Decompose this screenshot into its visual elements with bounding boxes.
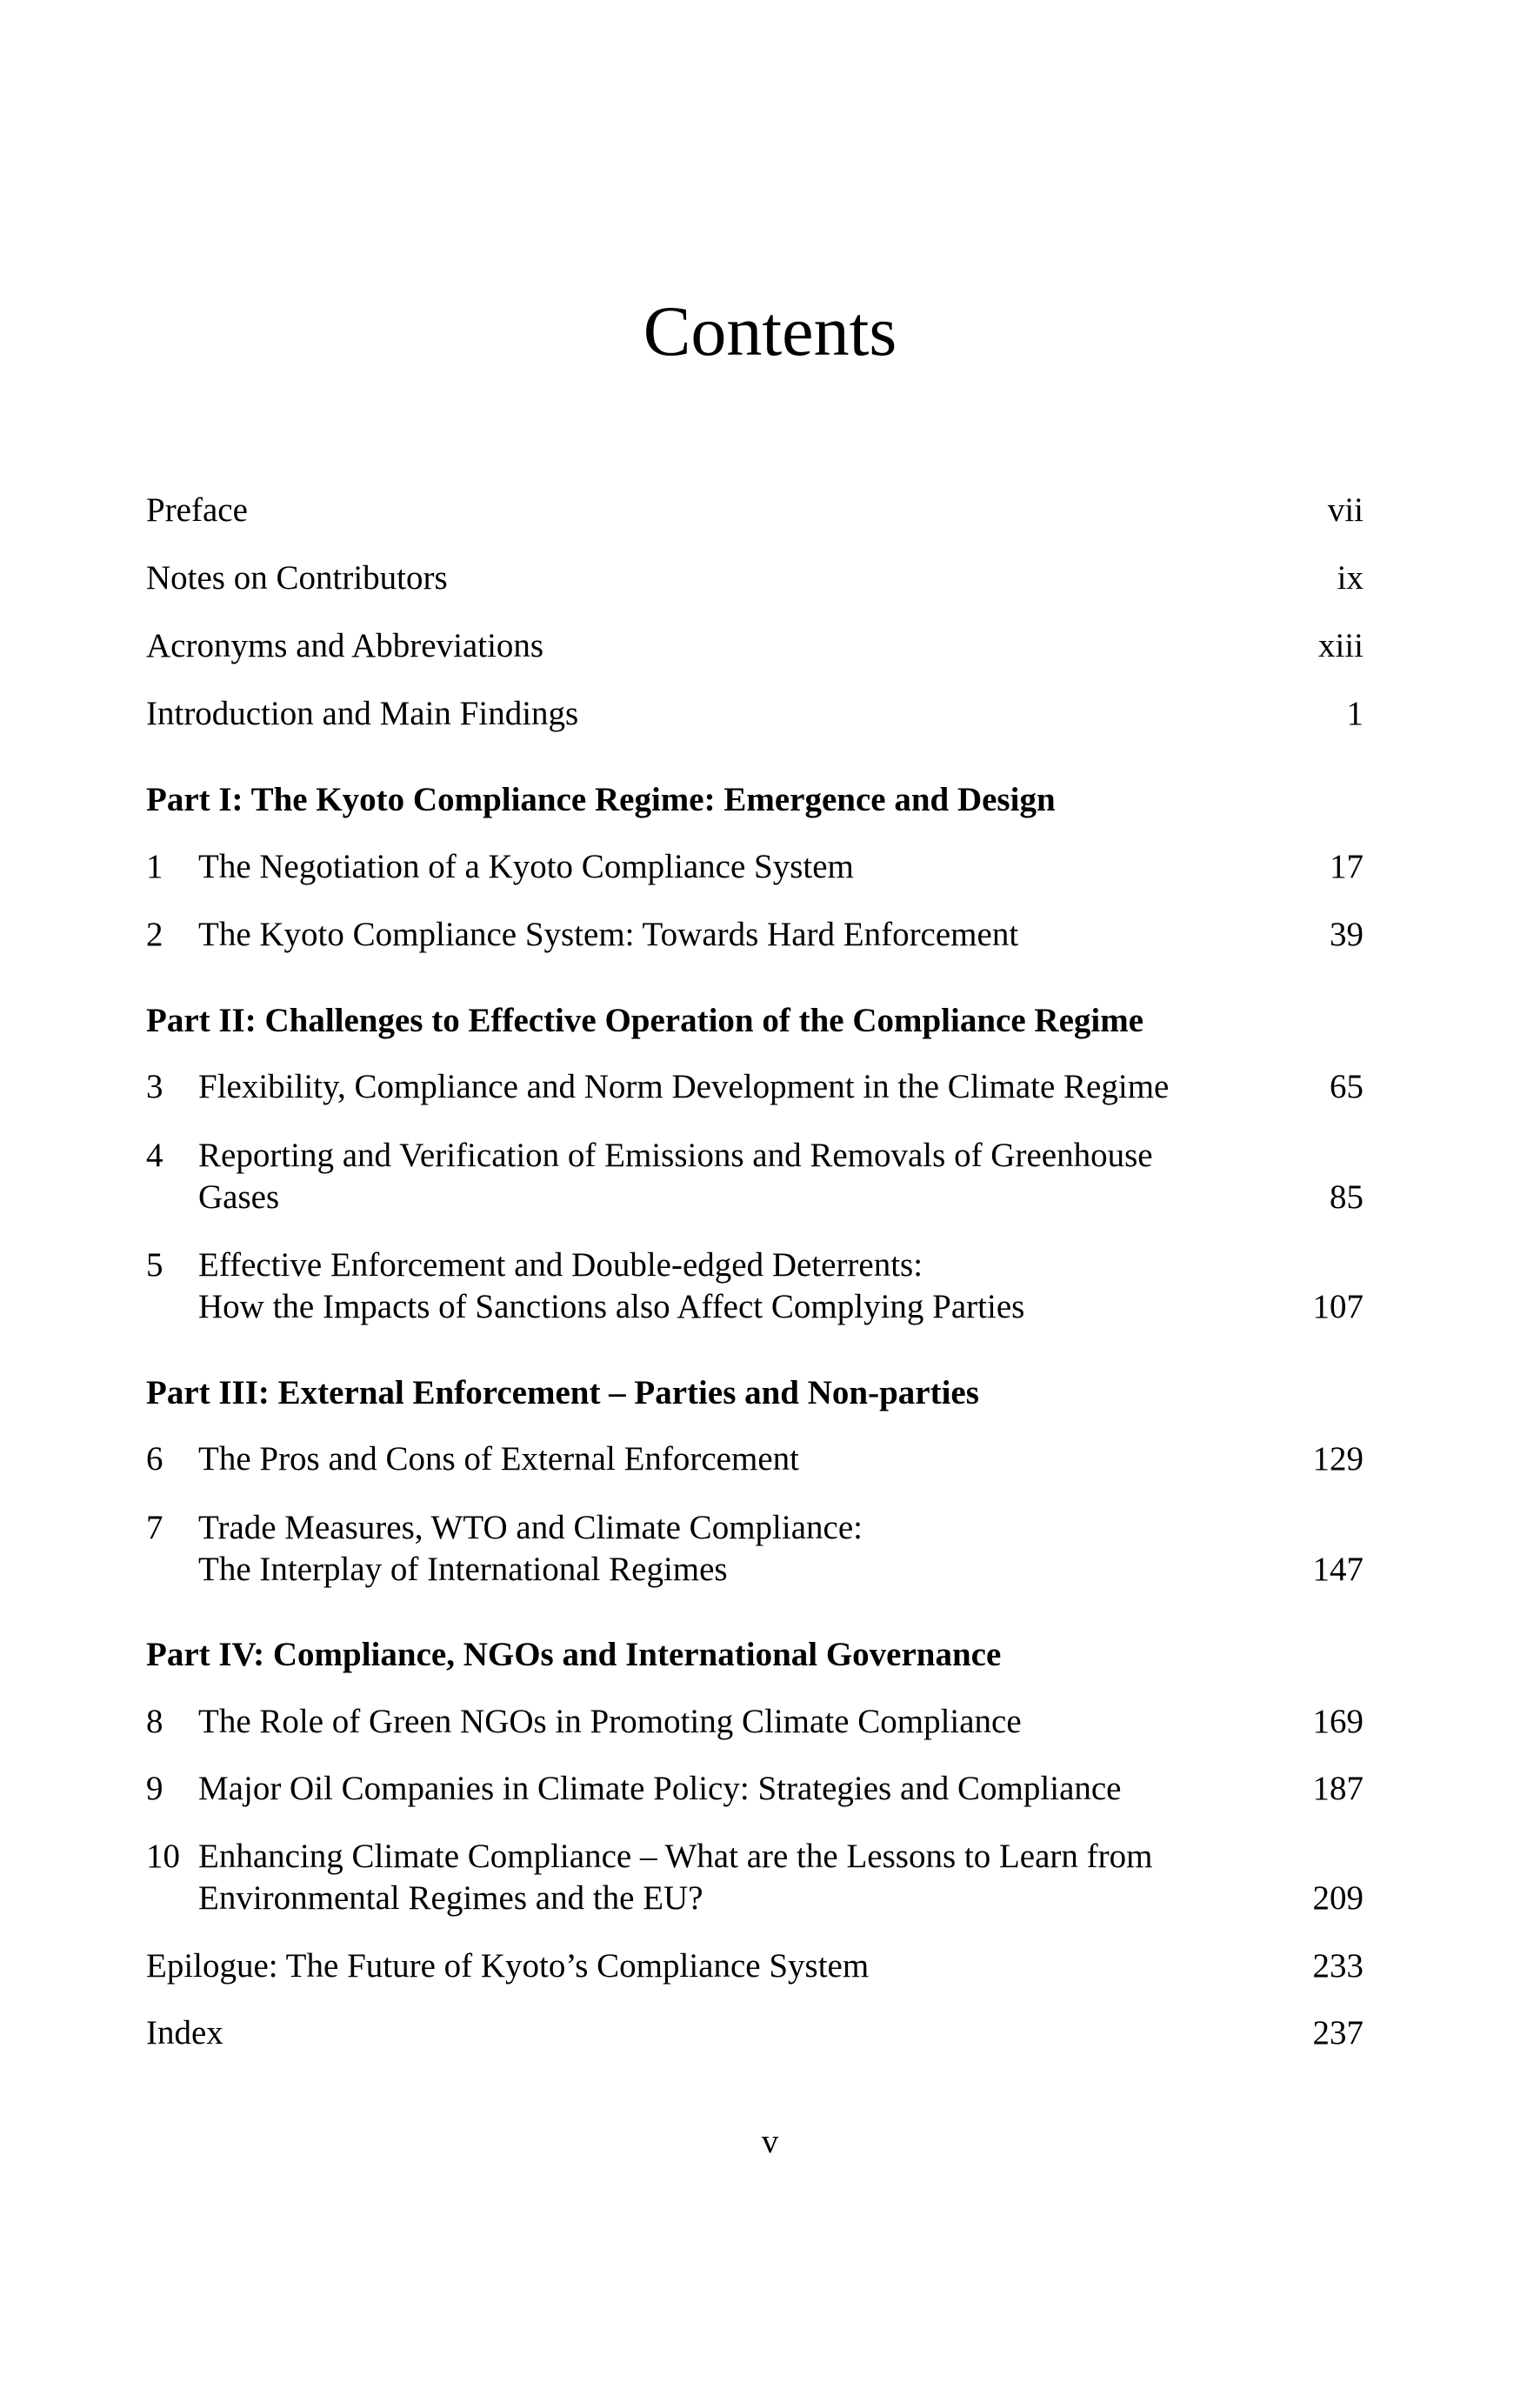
part-title: Part III: External Enforcement – Parties and Non-parties <box>146 1374 979 1411</box>
chapter-page: 209 <box>1312 1879 1363 1917</box>
chapter-page: 85 <box>1330 1178 1363 1216</box>
entry-title: Acronyms and Abbreviations <box>146 627 544 664</box>
chapter-number: 10 <box>146 1838 180 1875</box>
chapter-number: 1 <box>146 848 163 885</box>
entry-page: 233 <box>1312 1947 1363 1985</box>
entry-page: ix <box>1337 559 1363 597</box>
chapter-page: 147 <box>1312 1551 1363 1588</box>
chapter-title: The Negotiation of a Kyoto Compliance System <box>198 848 854 885</box>
chapter-title: The Kyoto Compliance System: Towards Hard Enforcement <box>198 916 1019 953</box>
chapter-title: Flexibility, Compliance and Norm Development in the Climate Regime <box>198 1068 1170 1105</box>
page-number: v <box>761 2123 779 2160</box>
chapter-number: 8 <box>146 1703 163 1740</box>
chapter-title: The Role of Green NGOs in Promoting Climate Compliance <box>198 1703 1022 1740</box>
entry-title: Index <box>146 2014 223 2052</box>
part-title: Part I: The Kyoto Compliance Regime: Emergence and Design <box>146 781 1056 818</box>
chapter-title-cont: How the Impacts of Sanctions also Affect Complying Parties <box>198 1288 1025 1325</box>
chapter-page: 107 <box>1312 1288 1363 1325</box>
entry-page: vii <box>1327 491 1363 529</box>
chapter-page: 187 <box>1312 1770 1363 1807</box>
chapter-number: 6 <box>146 1440 163 1478</box>
chapter-title: Reporting and Verification of Emissions and Removals of Greenhouse <box>198 1137 1153 1174</box>
chapter-number: 2 <box>146 916 163 953</box>
chapter-title: The Pros and Cons of External Enforcement <box>198 1440 799 1478</box>
page-title: Contents <box>643 291 897 370</box>
entry-title: Preface <box>146 491 248 529</box>
chapter-page: 39 <box>1330 916 1363 953</box>
chapter-number: 5 <box>146 1246 163 1284</box>
entry-title: Introduction and Main Findings <box>146 695 579 732</box>
chapter-title: Effective Enforcement and Double-edged Deterrents: <box>198 1246 923 1284</box>
chapter-title: Trade Measures, WTO and Climate Compliance: <box>198 1509 863 1546</box>
chapter-number: 9 <box>146 1770 163 1807</box>
chapter-page: 169 <box>1312 1703 1363 1740</box>
part-title: Part IV: Compliance, NGOs and International Governance <box>146 1636 1002 1673</box>
entry-title: Epilogue: The Future of Kyoto’s Compliance System <box>146 1947 870 1985</box>
chapter-title: Enhancing Climate Compliance – What are the Lessons to Learn from <box>198 1838 1153 1875</box>
chapter-number: 3 <box>146 1068 163 1105</box>
entry-page: 237 <box>1312 2014 1363 2052</box>
entry-page: 1 <box>1346 695 1363 732</box>
entry-page: xiii <box>1317 627 1363 664</box>
chapter-title-cont: The Interplay of International Regimes <box>198 1551 728 1588</box>
entry-title: Notes on Contributors <box>146 559 448 597</box>
chapter-number: 4 <box>146 1137 163 1174</box>
chapter-title-cont: Environmental Regimes and the EU? <box>198 1879 703 1917</box>
part-title: Part II: Challenges to Effective Operation of the Compliance Regime <box>146 1002 1144 1039</box>
chapter-title: Major Oil Companies in Climate Policy: Strategies and Compliance <box>198 1770 1122 1807</box>
chapter-page: 65 <box>1330 1068 1363 1105</box>
chapter-number: 7 <box>146 1509 163 1546</box>
chapter-page: 17 <box>1330 848 1363 885</box>
chapter-page: 129 <box>1312 1440 1363 1478</box>
chapter-title-cont: Gases <box>198 1178 280 1216</box>
